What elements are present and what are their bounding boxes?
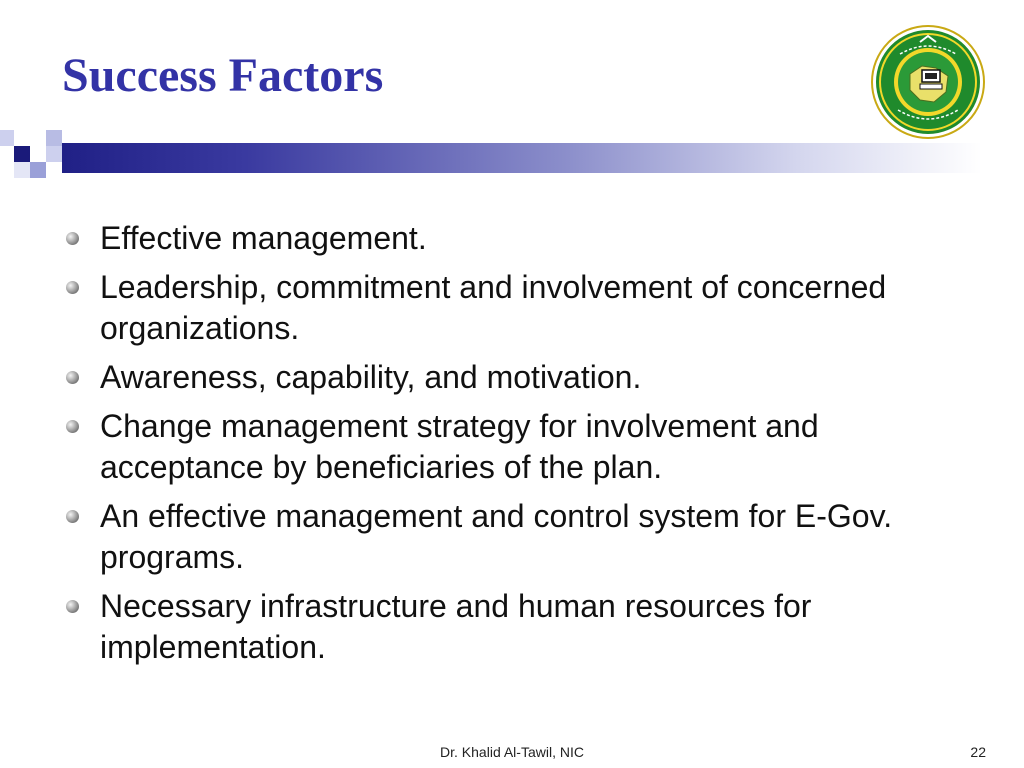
sphere-bullet-icon [66,371,79,384]
slide-number: 22 [970,744,986,760]
footer-author: Dr. Khalid Al-Tawil, NIC [440,744,584,760]
title-underline-gradient-bar [62,143,982,173]
decorative-square [0,146,14,162]
sphere-bullet-icon [66,600,79,613]
bullet-item [62,586,982,668]
bullet-text: Change management strategy for involvement and acceptance by beneficiaries of the plan. [100,408,819,485]
sphere-bullet-icon [66,420,79,433]
bullet-item [62,267,982,349]
decorative-square [30,130,46,146]
decorative-square [14,146,30,162]
slide-title: Success Factors [62,49,384,102]
sphere-bullet-icon [66,510,79,523]
bullet-text: An effective management and control system for E-Gov. programs. [100,498,893,575]
decorative-square [14,162,30,178]
sphere-bullet-icon [66,232,79,245]
bullet-text: Leadership, commitment and involvement of concerned organizations. [100,269,887,346]
sphere-bullet-icon [66,281,79,294]
bullet-text: Awareness, capability, and motivation. [100,359,642,395]
bullet-list [62,218,982,676]
decorative-square [46,130,62,146]
decorative-square [30,162,46,178]
bullet-item [62,496,982,578]
bullet-item [62,406,982,488]
decorative-square [0,130,14,146]
bullet-text: Necessary infrastructure and human resources for implementation. [100,588,812,665]
bullet-item [62,218,982,259]
ministry-emblem-icon [870,24,986,140]
decorative-square [46,146,62,162]
bullet-item [62,357,982,398]
bullet-text: Effective management. [100,220,427,256]
